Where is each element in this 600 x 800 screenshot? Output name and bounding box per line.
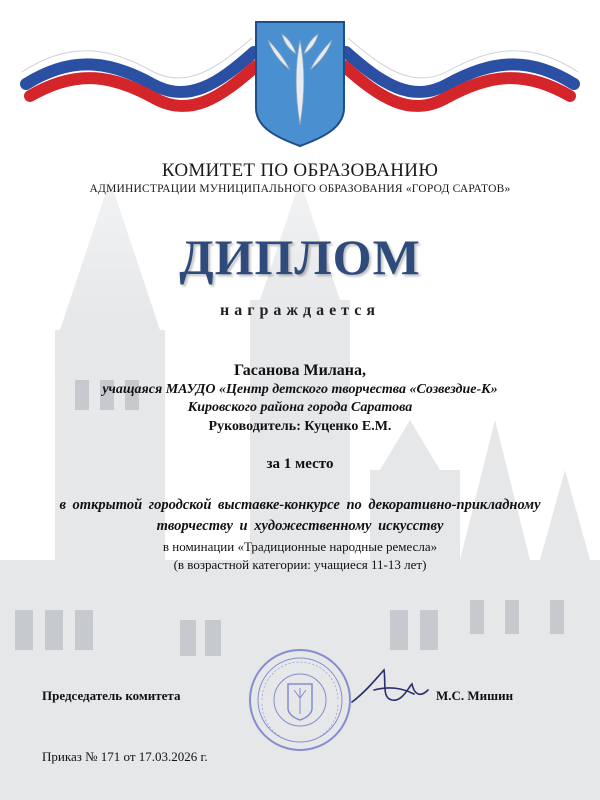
place: за 1 место — [266, 456, 334, 472]
age-category: (в возрастной категории: учащиеся 11-13 лет) — [173, 557, 427, 572]
recipient-name: Гасанова Милана, — [233, 362, 367, 379]
awarded-text: награждается — [220, 302, 380, 319]
committee-subtitle: АДМИНИСТРАЦИИ МУНИЦИПАЛЬНОГО ОБРАЗОВАНИЯ «ГОРОД САРАТОВ» — [89, 183, 511, 195]
committee-title: КОМИТЕТ ПО ОБРАЗОВАНИЮ — [161, 160, 439, 181]
signer-name: М.С. Мишин — [436, 688, 514, 703]
leader: Руководитель: Куценко Е.М. — [208, 419, 392, 434]
order-text: Приказ № 171 от 17.03.2026 г. — [42, 749, 208, 764]
competition-line-2: творчеству и художественному искусству — [156, 518, 444, 534]
competition-line-1: в открытой городской выставке-конкурсе по декоративно-прикладному — [59, 497, 541, 513]
saratov-coat-of-arms-icon — [256, 22, 344, 146]
recipient-district: Кировского района города Саратова — [187, 400, 413, 415]
chair-label: Председатель комитета — [42, 688, 181, 703]
nomination: в номинации «Традиционные народные ремесла» — [162, 539, 438, 554]
diploma-title: ДИПЛОМ — [179, 229, 421, 285]
recipient-school: учащаяся МАУДО «Центр детского творчества «Созвездие-К» — [102, 382, 498, 397]
